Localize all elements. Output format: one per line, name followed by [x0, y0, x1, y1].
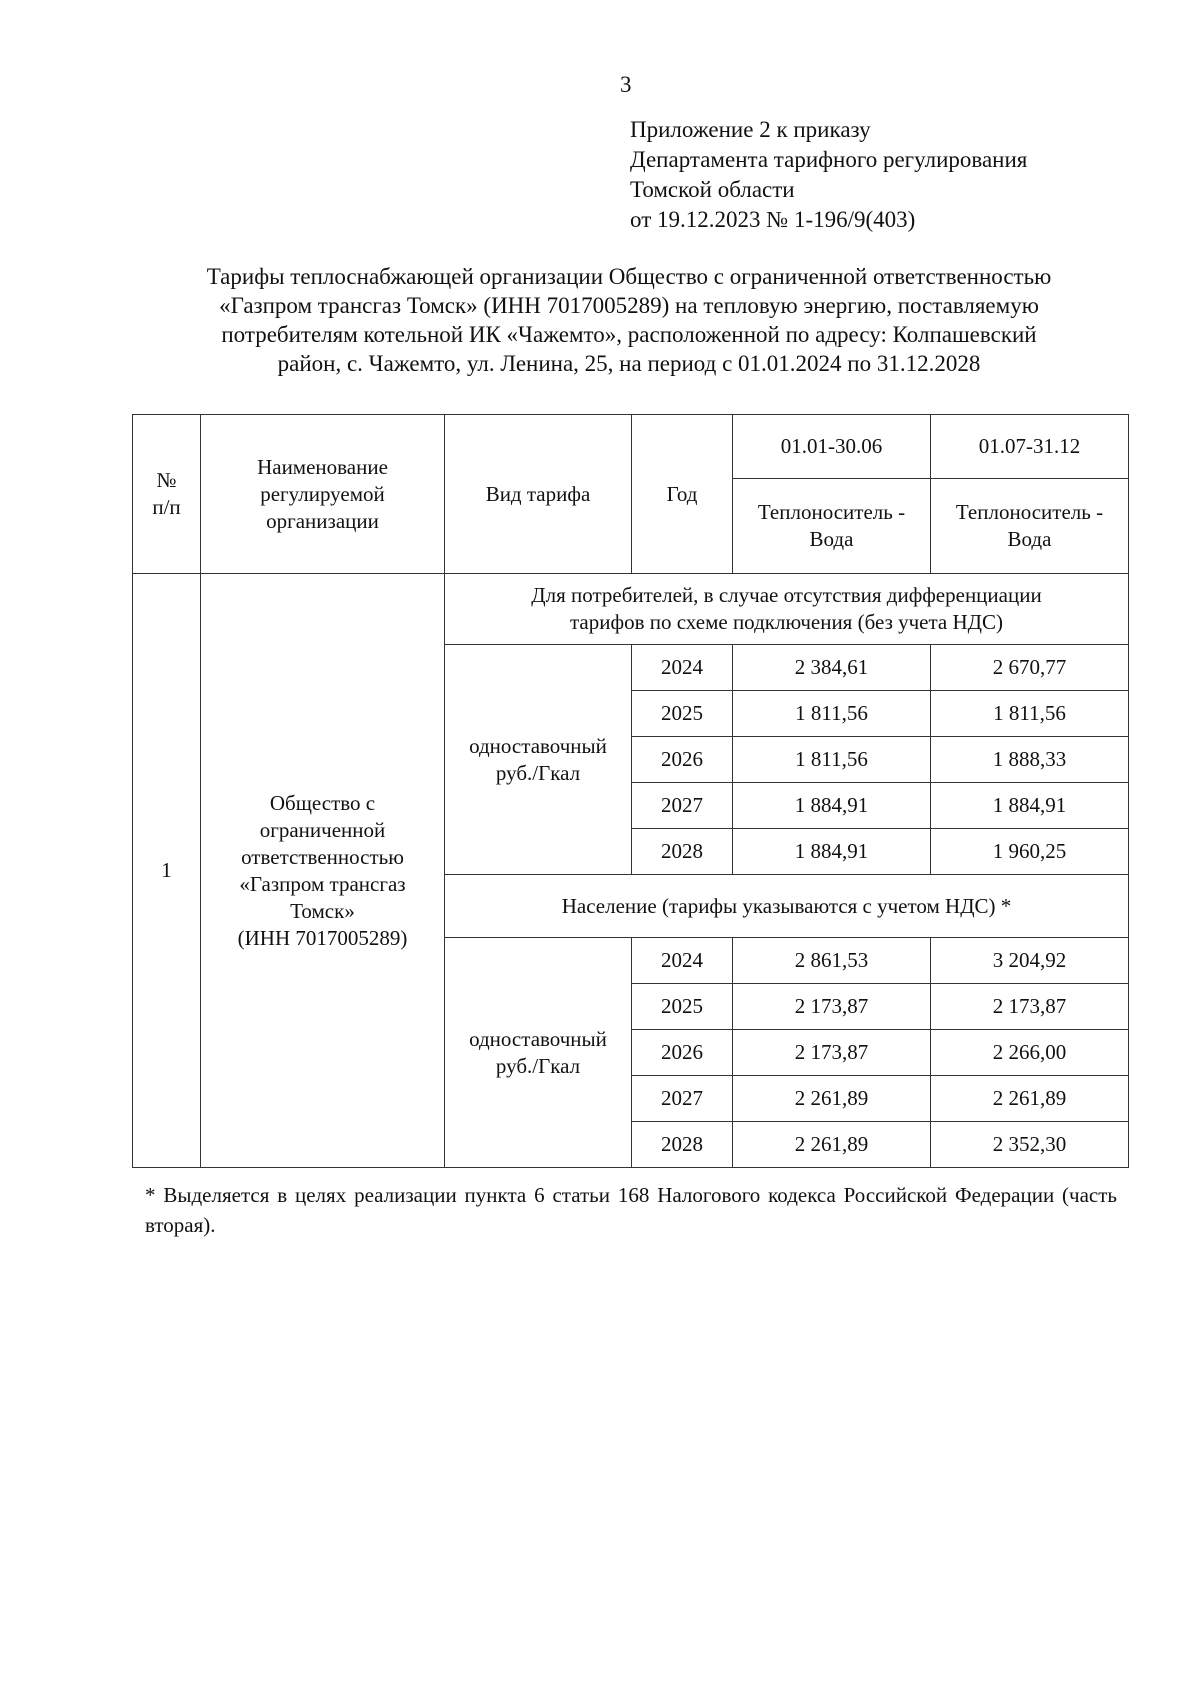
value-cell: 2 173,87	[931, 984, 1129, 1030]
appendix-line: Приложение 2 к приказу	[630, 117, 871, 142]
title-line: «Газпром трансгаз Томск» (ИНН 7017005289) на тепловую энергию, поставляемую	[219, 293, 1039, 318]
tariff-type-cell	[445, 645, 632, 875]
title-line: потребителям котельной ИК «Чажемто», расположенной по адресу: Колпашевский	[221, 322, 1037, 347]
row-number-cell: 1	[133, 574, 201, 1168]
value-cell: 1 811,56	[733, 737, 931, 783]
header-text: Наименование	[257, 454, 388, 479]
footnote: * Выделяется в целях реализации пункта 6 статьи 168 Налогового кодекса Российской Федерации (часть вторая).	[145, 1183, 1117, 1237]
value-cell: 1 960,25	[931, 829, 1129, 875]
value-cell: 2 173,87	[733, 984, 931, 1030]
header-period-1: 01.01-30.06	[733, 415, 931, 479]
header-carrier-2	[931, 479, 1129, 574]
header-row	[133, 415, 1129, 479]
org-line: ограниченной	[259, 817, 386, 842]
header-number-cell	[133, 415, 201, 574]
section-heading-line: тарифов по схеме подключения (без учета НДС)	[569, 610, 1003, 634]
org-line: «Газпром трансгаз	[239, 871, 406, 896]
value-cell: 2 173,87	[733, 1030, 931, 1076]
year-cell: 2028	[632, 829, 733, 875]
org-line: (ИНН 7017005289)	[237, 925, 408, 950]
org-line: Общество с	[269, 790, 376, 815]
value-cell: 2 352,30	[931, 1122, 1129, 1168]
value-cell: 2 261,89	[931, 1076, 1129, 1122]
year-cell: 2027	[632, 783, 733, 829]
header-text: п/п	[152, 495, 181, 519]
appendix-line: от 19.12.2023 № 1-196/9(403)	[630, 207, 916, 232]
year-cell: 2026	[632, 737, 733, 783]
value-cell: 1 884,91	[931, 783, 1129, 829]
section-heading-cell	[445, 875, 1129, 938]
year-cell: 2025	[632, 984, 733, 1030]
value-cell: 2 261,89	[733, 1076, 931, 1122]
header-text: Теплоноситель -	[757, 500, 906, 524]
org-line: ответственностью	[241, 844, 404, 869]
value-cell: 2 670,77	[931, 645, 1129, 691]
year-cell: 2028	[632, 1122, 733, 1168]
title-line: Тарифы теплоснабжающей организации Общество с ограниченной ответственностью	[206, 264, 1052, 289]
value-cell: 2 266,00	[931, 1030, 1129, 1076]
value-cell: 2 261,89	[733, 1122, 931, 1168]
section-heading-line: Население (тарифы указываются с учетом НДС) *	[561, 893, 1012, 918]
header-text: регулируемой	[260, 481, 385, 506]
value-cell: 1 884,91	[733, 829, 931, 875]
value-cell: 1 888,33	[931, 737, 1129, 783]
value-cell: 1 811,56	[733, 691, 931, 737]
organization-name-cell	[201, 574, 445, 1168]
value-cell: 3 204,92	[931, 938, 1129, 984]
year-cell: 2024	[632, 645, 733, 691]
header-text: №	[156, 468, 177, 492]
header-period-2: 01.07-31.12	[931, 415, 1129, 479]
year-cell: 2026	[632, 1030, 733, 1076]
header-text: Вода	[809, 527, 854, 551]
year-cell: 2025	[632, 691, 733, 737]
value-cell: 1 811,56	[931, 691, 1129, 737]
header-text: Теплоноситель -	[955, 500, 1104, 524]
page-number: 3	[620, 72, 632, 97]
title-line: район, с. Чажемто, ул. Ленина, 25, на период с 01.01.2024 по 31.12.2028	[277, 351, 981, 376]
tariff-type-line: руб./Гкал	[495, 1053, 581, 1078]
year-cell: 2024	[632, 938, 733, 984]
section-heading-line: Для потребителей, в случае отсутствия дифференциации	[531, 583, 1042, 607]
section-heading-row	[133, 574, 1129, 645]
header-text: организации	[266, 508, 379, 533]
value-cell: 1 884,91	[733, 783, 931, 829]
header-tariff-type-cell: Вид тарифа	[445, 415, 632, 574]
appendix-line: Департамента тарифного регулирования	[630, 147, 1028, 172]
value-cell: 2 861,53	[733, 938, 931, 984]
tariff-type-cell	[445, 938, 632, 1168]
section-heading-cell	[445, 574, 1129, 645]
document-title	[140, 262, 1118, 378]
header-carrier-1	[733, 479, 931, 574]
org-line: Томск»	[290, 898, 355, 923]
value-cell: 2 384,61	[733, 645, 931, 691]
header-text: Вода	[1007, 527, 1052, 551]
tariff-type-line: одноставочный	[469, 733, 607, 758]
header-year-cell: Год	[632, 415, 733, 574]
tariff-table	[132, 414, 1129, 1168]
appendix-block	[630, 115, 1027, 235]
tariff-type-line: одноставочный	[469, 1026, 607, 1051]
appendix-line: Томской области	[630, 177, 795, 202]
year-cell: 2027	[632, 1076, 733, 1122]
header-organization-cell	[201, 415, 445, 574]
tariff-type-line: руб./Гкал	[495, 760, 581, 785]
